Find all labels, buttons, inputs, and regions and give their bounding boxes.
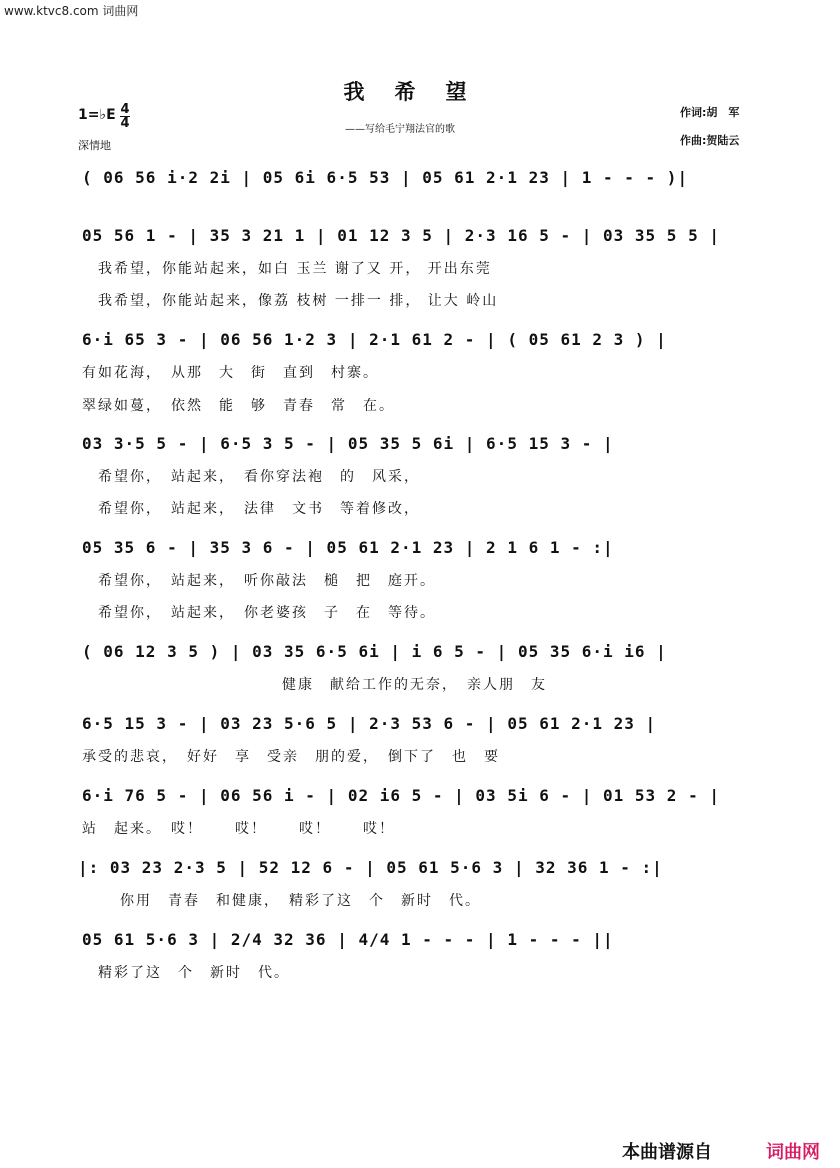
lyric-line: 翠绿如蔓， 依然 能 够 青春 常 在。 <box>82 398 395 414</box>
notation-line: ( 06 12 3 5 ) | 03 35 6·5 6i | i 6 5 - | 05 35 6·i i6 | <box>82 642 667 661</box>
notation-line: 05 35 6 - | 35 3 6 - | 05 61 2·1 23 | 2 1 6 1 - :| <box>82 538 614 557</box>
notation-line: |: 03 23 2·3 5 | 52 12 6 - | 05 61 5·6 3 | 32 36 1 - :| <box>78 858 663 877</box>
lyric-line: 站 起来。 哎！ 哎！ 哎！ 哎！ <box>82 821 395 837</box>
notation-line: 6·5 15 3 - | 03 23 5·6 5 | 2·3 53 6 - | 05 61 2·1 23 | <box>82 714 657 733</box>
notation-line: 6·i 65 3 - | 06 56 1·2 3 | 2·1 61 2 - | ( 05 61 2 3 ) | <box>82 330 667 349</box>
notation-line: ( 06 56 i·2 2i | 05 6i 6·5 53 | 05 61 2·1 23 | 1 - - - )| <box>82 168 689 187</box>
notation-line: 05 61 5·6 3 | 2/4 32 36 | 4/4 1 - - - | 1 - - - || <box>82 930 614 949</box>
footer-source: 本曲谱源自 <box>622 1142 712 1163</box>
notation-line: 05 56 1 - | 35 3 21 1 | 01 12 3 5 | 2·3 16 5 - | 03 35 5 5 | <box>82 226 720 245</box>
lyric-line: 希望你， 站起来， 看你穿法袍 的 风采， <box>98 469 420 485</box>
footer-site-link[interactable]: 词曲网 <box>766 1142 820 1163</box>
lyric-line: 精彩了这 个 新时 代。 <box>98 965 290 981</box>
lyric-line: 承受的悲哀， 好好 享 受亲 朋的爱， 倒下了 也 要 <box>82 749 500 765</box>
key-signature: 1=♭E <box>78 107 116 123</box>
site-label: www.ktvc8.com 词曲网 <box>4 4 139 18</box>
lyric-line: 我希望，你能站起来，像荔 枝树 一排一 排， 让大 岭山 <box>98 293 499 309</box>
lyric-line: 希望你， 站起来， 法律 文书 等着修改， <box>98 501 420 517</box>
notation-line: 6·i 76 5 - | 06 56 i - | 02 i6 5 - | 03 5i 6 - | 01 53 2 - | <box>82 786 720 805</box>
meter-top: 4 <box>120 102 130 117</box>
lyric-line: 希望你， 站起来， 你老婆孩 子 在 等待。 <box>98 605 436 621</box>
lyric-line: 你用 青春 和健康， 精彩了这 个 新时 代。 <box>120 893 481 909</box>
song-subtitle: ——写给毛宁翔法官的歌 <box>345 124 455 135</box>
tempo-mood: 深情地 <box>78 139 111 152</box>
composer-credit: 作曲:贺陆云 <box>680 134 740 147</box>
lyricist-credit: 作词:胡 军 <box>680 106 740 119</box>
lyric-line: 希望你， 站起来， 听你敲法 槌 把 庭开。 <box>98 573 436 589</box>
notation-line: 03 3·5 5 - | 6·5 3 5 - | 05 35 5 6i | 6·5 15 3 - | <box>82 434 614 453</box>
lyric-line: 我希望，你能站起来，如白 玉兰 谢了又 开， 开出东莞 <box>98 261 492 277</box>
lyric-line: 有如花海， 从那 大 街 直到 村寨。 <box>82 365 379 381</box>
meter-bottom: 4 <box>120 116 130 131</box>
time-signature <box>120 103 130 130</box>
lyric-line: 健康 献给工作的无奈， 亲人朋 友 <box>282 677 547 693</box>
song-title: 我希望 <box>343 79 497 104</box>
